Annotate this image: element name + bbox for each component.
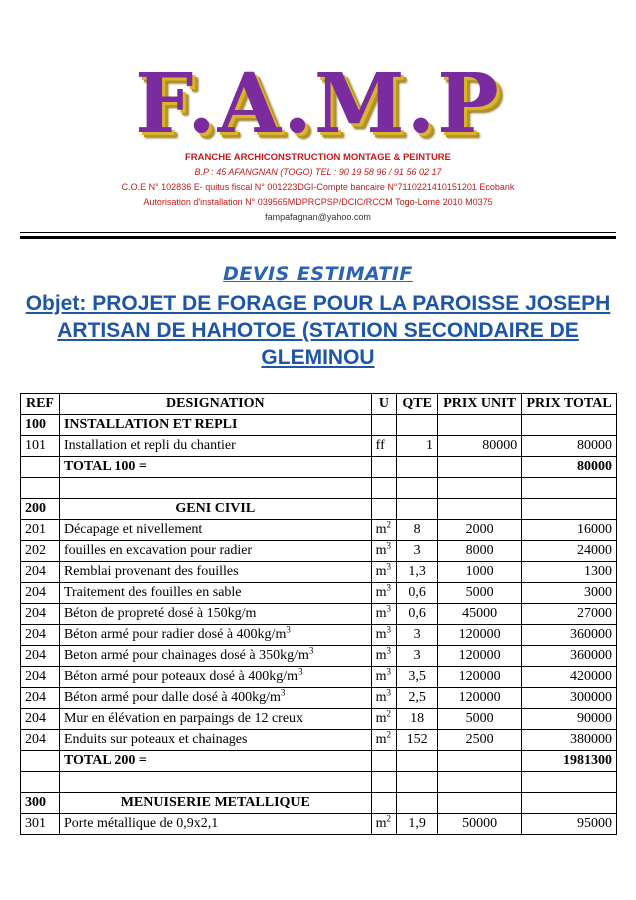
cell-designation: Traitement des fouilles en sable: [59, 583, 371, 604]
cell-unit: $m^3$: [371, 604, 397, 625]
document-title: DEVIS ESTIMATIF: [223, 263, 413, 285]
cell-unit: [371, 457, 397, 478]
header-quantity: QTE: [397, 394, 438, 415]
cell-unit-price: 120000: [437, 688, 521, 709]
cell-ref: 202: [21, 541, 60, 562]
table-row: [21, 541, 617, 562]
cell-designation: Béton de propreté dosé à 150kg/m: [59, 604, 371, 625]
table-header-row: [21, 394, 617, 415]
cell-unit-price: [437, 415, 521, 436]
cell-unit-price: 8000: [437, 541, 521, 562]
section-row: [21, 499, 617, 520]
header-total-price: PRIX TOTAL: [522, 394, 617, 415]
company-logo: F.A.M.P: [135, 56, 501, 152]
cell-total-price: [522, 499, 617, 520]
cell-quantity: [397, 457, 438, 478]
cell-designation: Remblai provenant des fouilles: [59, 562, 371, 583]
cell-unit: $m^2$: [371, 730, 397, 751]
table-row: [21, 709, 617, 730]
cell-total-price: 1300: [522, 562, 617, 583]
cell-designation: fouilles en excavation pour radier: [59, 541, 371, 562]
cell-ref: 204: [21, 667, 60, 688]
cell-unit: [371, 772, 397, 793]
cell-designation: GENI CIVIL: [59, 499, 371, 520]
company-authorization: Autorisation d'installation N° 039565MDPRCPSP/DCIC/RCCM Togo-Lomé 2010 M0375: [143, 197, 493, 207]
cell-unit-price: [437, 772, 521, 793]
subject-text: PROJET DE FORAGE POUR LA PAROISSE JOSEPH ARTISAN DE HAHOTOE (STATION SECONDAIRE DE GLEMINOU: [57, 292, 611, 369]
cell-ref: 204: [21, 709, 60, 730]
header-unit: U: [371, 394, 397, 415]
cell-unit-price: 50000: [437, 814, 521, 835]
cell-ref: 204: [21, 562, 60, 583]
document-subject: [22, 290, 614, 371]
cell-unit-price: 1000: [437, 562, 521, 583]
cell-unit: [371, 499, 397, 520]
cell-quantity: [397, 415, 438, 436]
cell-quantity: 3,5: [397, 667, 438, 688]
cell-quantity: 3: [397, 646, 438, 667]
cell-unit-price: 2000: [437, 520, 521, 541]
table-row: [21, 562, 617, 583]
company-name: FRANCHE ARCHICONSTRUCTION MONTAGE & PEINTURE: [185, 152, 451, 163]
cell-total-price: [522, 772, 617, 793]
cell-quantity: 0,6: [397, 583, 438, 604]
cell-quantity: [397, 499, 438, 520]
table-row: [21, 730, 617, 751]
cell-unit-price: 80000: [437, 436, 521, 457]
cell-unit: [371, 415, 397, 436]
table-row: [21, 646, 617, 667]
total-row: [21, 751, 617, 772]
cell-ref: 201: [21, 520, 60, 541]
table-row: [21, 625, 617, 646]
cell-total-price: 24000: [522, 541, 617, 562]
cell-unit-price: 5000: [437, 583, 521, 604]
cell-total-price: 420000: [522, 667, 617, 688]
cell-quantity: [397, 793, 438, 814]
cell-ref: [21, 457, 60, 478]
cell-quantity: 2,5: [397, 688, 438, 709]
cell-quantity: [397, 772, 438, 793]
section-row: [21, 415, 617, 436]
cell-ref: 204: [21, 688, 60, 709]
table-body: [21, 415, 617, 835]
cell-ref: [21, 478, 60, 499]
cell-designation: Mur en élévation en parpaings de 12 creux: [59, 709, 371, 730]
cell-total-price: 380000: [522, 730, 617, 751]
cell-designation: Décapage et nivellement: [59, 520, 371, 541]
cell-designation: Béton armé pour dalle dosé à $400kg/m^3$: [59, 688, 371, 709]
cell-quantity: 3: [397, 625, 438, 646]
cell-designation: [59, 478, 371, 499]
cell-ref: [21, 772, 60, 793]
cell-unit: $m^3$: [371, 667, 397, 688]
cell-total-price: [522, 793, 617, 814]
cell-ref: [21, 751, 60, 772]
cell-quantity: [397, 478, 438, 499]
cell-unit-price: 120000: [437, 667, 521, 688]
cell-total-price: 80000: [522, 457, 617, 478]
cell-designation: Beton armé pour chainages dosé à $350kg/m^3$: [59, 646, 371, 667]
cell-quantity: 3: [397, 541, 438, 562]
cell-quantity: 152: [397, 730, 438, 751]
cell-total-price: 80000: [522, 436, 617, 457]
table-row: [21, 604, 617, 625]
blank-row: [21, 772, 617, 793]
quote-table: [20, 393, 617, 835]
cell-unit: $m^3$: [371, 583, 397, 604]
cell-unit-price: 45000: [437, 604, 521, 625]
total-row: [21, 457, 617, 478]
cell-quantity: [397, 751, 438, 772]
cell-designation: Béton armé pour radier dosé à $400kg/m^3$: [59, 625, 371, 646]
cell-quantity: 18: [397, 709, 438, 730]
cell-ref: 204: [21, 730, 60, 751]
cell-unit-price: [437, 751, 521, 772]
table-row: [21, 583, 617, 604]
cell-total-price: 300000: [522, 688, 617, 709]
blank-row: [21, 478, 617, 499]
cell-ref: 204: [21, 646, 60, 667]
cell-designation: [59, 772, 371, 793]
cell-total-price: 27000: [522, 604, 617, 625]
cell-quantity: 1: [397, 436, 438, 457]
header-divider-thick: [20, 236, 616, 239]
cell-unit: [371, 751, 397, 772]
cell-ref: 101: [21, 436, 60, 457]
cell-total-price: [522, 415, 617, 436]
cell-unit: ff: [371, 436, 397, 457]
cell-total-price: 95000: [522, 814, 617, 835]
cell-ref: 300: [21, 793, 60, 814]
cell-designation: Béton armé pour poteaux dosé à $400kg/m^3$: [59, 667, 371, 688]
cell-ref: 204: [21, 583, 60, 604]
cell-unit-price: 120000: [437, 625, 521, 646]
cell-unit: $m^3$: [371, 541, 397, 562]
cell-total-price: 16000: [522, 520, 617, 541]
cell-ref: 301: [21, 814, 60, 835]
cell-unit-price: [437, 457, 521, 478]
cell-total-price: 360000: [522, 646, 617, 667]
cell-ref: 204: [21, 604, 60, 625]
table-row: [21, 436, 617, 457]
cell-unit: $m^3$: [371, 562, 397, 583]
cell-unit: $m^3$: [371, 646, 397, 667]
cell-quantity: 1,3: [397, 562, 438, 583]
company-registration: C.O.E N° 102836 E- quitus fiscal N° 001223DGI-Compte bancaire N°7110221410151201 Ecobank: [121, 182, 515, 192]
header-unit-price: PRIX UNIT: [437, 394, 521, 415]
cell-unit: [371, 793, 397, 814]
cell-unit: [371, 478, 397, 499]
cell-unit: $m^3$: [371, 688, 397, 709]
cell-unit: $m^3$: [371, 625, 397, 646]
table-row: [21, 667, 617, 688]
cell-quantity: 8: [397, 520, 438, 541]
cell-total-price: 360000: [522, 625, 617, 646]
table-row: [21, 814, 617, 835]
cell-total-price: 1981300: [522, 751, 617, 772]
cell-total-price: [522, 478, 617, 499]
header-divider-thin: [20, 232, 616, 233]
header-ref: REF: [21, 394, 60, 415]
cell-designation: INSTALLATION ET REPLI: [59, 415, 371, 436]
cell-ref: 204: [21, 625, 60, 646]
section-row: [21, 793, 617, 814]
cell-unit-price: 120000: [437, 646, 521, 667]
cell-unit-price: [437, 499, 521, 520]
cell-total-price: 90000: [522, 709, 617, 730]
subject-label: Objet:: [25, 292, 87, 315]
cell-ref: 200: [21, 499, 60, 520]
cell-designation: MENUISERIE METALLIQUE: [59, 793, 371, 814]
cell-unit: $m^2$: [371, 814, 397, 835]
header-designation: DESIGNATION: [59, 394, 371, 415]
cell-designation: TOTAL 200 =: [59, 751, 371, 772]
cell-quantity: 1,9: [397, 814, 438, 835]
cell-unit-price: [437, 793, 521, 814]
cell-unit: $m^2$: [371, 520, 397, 541]
cell-quantity: 0,6: [397, 604, 438, 625]
cell-designation: Installation et repli du chantier: [59, 436, 371, 457]
cell-unit-price: 2500: [437, 730, 521, 751]
company-email: fampafagnan@yahoo.com: [265, 212, 371, 222]
table-row: [21, 688, 617, 709]
cell-unit-price: 5000: [437, 709, 521, 730]
cell-unit: $m^2$: [371, 709, 397, 730]
company-address: B.P : 45 AFANGNAN (TOGO) TEL : 90 19 58 96 / 91 56 02 17: [194, 167, 442, 177]
cell-unit-price: [437, 478, 521, 499]
cell-designation: TOTAL 100 =: [59, 457, 371, 478]
table-row: [21, 520, 617, 541]
cell-ref: 100: [21, 415, 60, 436]
cell-designation: Enduits sur poteaux et chainages: [59, 730, 371, 751]
cell-total-price: 3000: [522, 583, 617, 604]
cell-designation: Porte métallique de 0,9x2,1: [59, 814, 371, 835]
